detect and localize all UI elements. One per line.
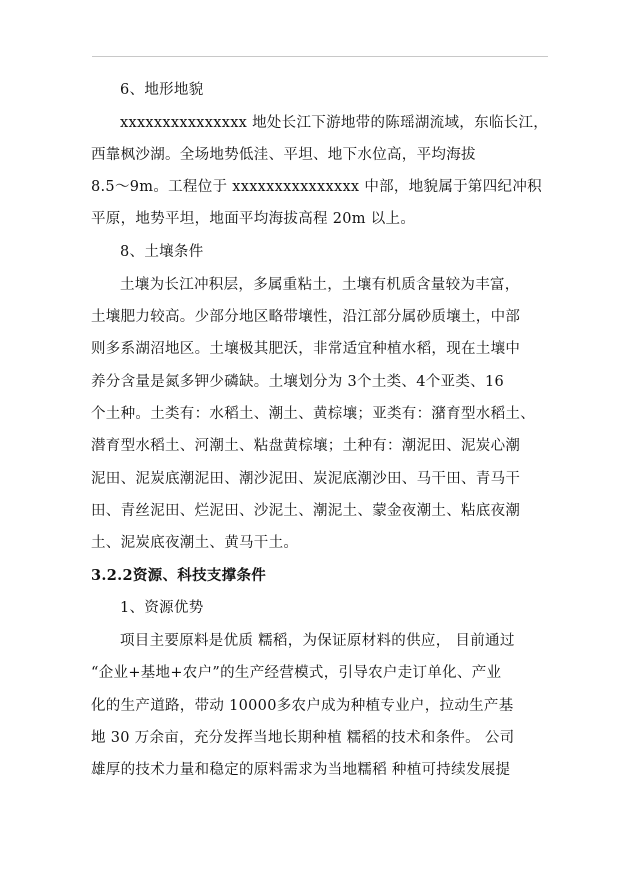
paragraph-line: 养分含量是氮多钾少磷缺。土壤划分为 3个土类、4个亚类、16	[91, 374, 505, 390]
heading-soil: 8、土壤条件	[120, 244, 204, 260]
paragraph-line: 地 30 万余亩，充分发挥当地长期种植 糯稻的技术和条件。 公司	[91, 730, 515, 746]
paragraph-line: 项目主要原料是优质 糯稻，为保证原材料的供应， 目前通过	[120, 633, 515, 649]
paragraph-line: 土、泥炭底夜潮土、黄马干土。	[91, 535, 299, 551]
paragraph-line: 潜育型水稻土、河潮土、粘盘黄棕壤；土种有：潮泥田、泥炭心潮	[91, 438, 521, 454]
paragraph-line: 土壤为长江冲积层，多属重粘土，土壤有机质含量较为丰富，	[120, 277, 520, 293]
heading-terrain: 6、地形地貌	[120, 82, 204, 98]
paragraph-line: 个土种。土类有：水稻土、潮土、黄棕壤；亚类有：潴育型水稻土、	[91, 406, 535, 422]
heading-resource-advantage: 1、资源优势	[120, 600, 204, 616]
paragraph-line: 西靠枫沙湖。全场地势低洼、平坦、地下水位高，平均海拔	[91, 147, 476, 163]
paragraph-line: 化的生产道路，带动 10000多农户成为种植专业户，拉动生产基	[91, 698, 514, 714]
paragraph-line: 则多系湖沼地区。土壤极其肥沃，非常适宜种植水稻，现在土壤中	[91, 341, 521, 357]
section-title-resources: 3.2.2资源、科技支撑条件	[91, 567, 267, 584]
paragraph-line: “企业+基地+农户”的生产经营模式，引导农户走订单化、产业	[91, 665, 502, 681]
paragraph-line: 泥田、泥炭底潮泥田、潮沙泥田、炭泥底潮沙田、马干田、青马干	[91, 471, 521, 487]
paragraph-line: 平原，地势平坦，地面平均海拔高程 20m 以上。	[91, 211, 416, 227]
paragraph-line: 土壤肥力较高。少部分地区略带壤性，沿江部分属砂质壤土，中部	[91, 309, 521, 325]
paragraph-line: 8.5～9m。工程位于 xxxxxxxxxxxxxxx 中部，地貌属于第四纪冲积	[91, 179, 542, 195]
paragraph-line: 雄厚的技术力量和稳定的原料需求为当地糯稻 种植可持续发展提	[91, 762, 511, 778]
paragraph-line: xxxxxxxxxxxxxxx 地处长江下游地带的陈瑶湖流域，东临长江，	[120, 115, 549, 131]
paragraph-line: 田、青丝泥田、烂泥田、沙泥土、潮泥土、蒙金夜潮土、粘底夜潮	[91, 503, 521, 519]
header-rule	[92, 56, 548, 57]
